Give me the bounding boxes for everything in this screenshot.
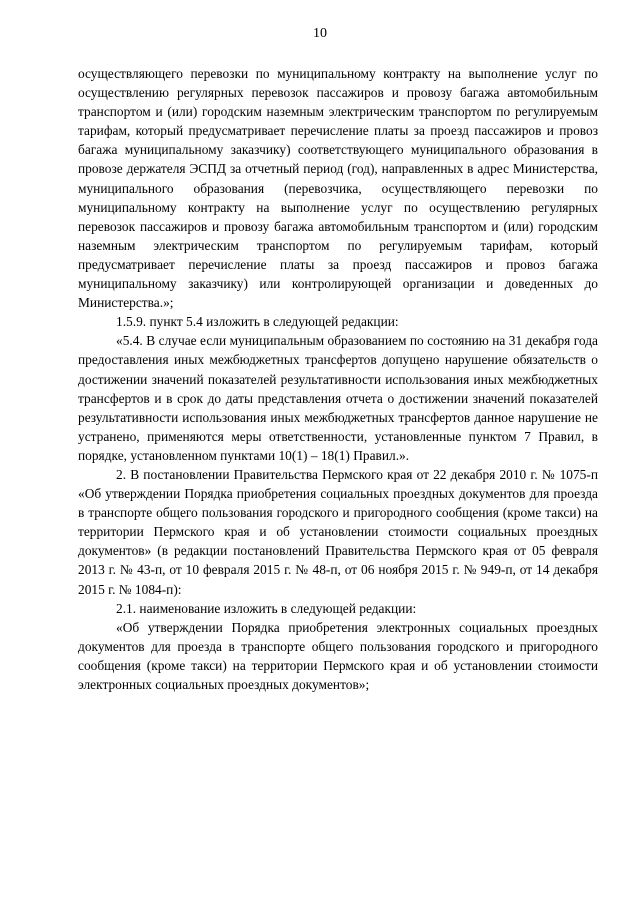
page-number: 10 [313,26,327,41]
paragraph-5-4-quote: «5.4. В случае если муниципальным образованием по состоянию на 31 декабря года предоставления иных межбюджетных трансфертов допущено нарушение обязательств о достижении значений показателей результативности использования иных межбюджетных трансфертов и в срок до даты представления отчета о достижении значений показателей результативности использования иных межбюджетных трансфертов данное нарушение не устранено, применяются меры ответственности, установленные пунктом 7 Правил, в порядке, установленном пунктами 10(1) – 18(1) Правил.». [78,333,598,463]
paragraph-title-quote: «Об утверждении Порядка приобретения электронных социальных проездных документов для проезда в транспорте общего пользования городского и пригородного сообщения (кроме такси) на территории Пермского края и об установлении стоимости электронных социальных проездных документов»; [78,619,598,692]
document-body [78,64,598,694]
paragraph-2: 2. В постановлении Правительства Пермского края от 22 декабря 2010 г. № 1075-п «Об утверждении Порядка приобретения социальных проездных документов для проезда в транспорте общего пользования городского и пригородного сообщения (кроме такси) на территории Пермского края и об установлении стоимости социальных проездных документов» (в редакции постановлений Правительства Пермского края от 05 февраля 2013 г. № 43-п, от 10 февраля 2015 г. № 48-п, от 06 ноября 2015 г. № 949-п, от 14 декабря 2015 г. № 1084-п): [78,466,598,597]
paragraph-1-5-9: 1.5.9. пункт 5.4 изложить в следующей редакции: [116,314,399,330]
paragraph-2-1: 2.1. наименование изложить в следующей редакции: [116,600,417,616]
paragraph-continuation: осуществляющего перевозки по муниципальному контракту на выполнение услуг по осуществлению регулярных перевозок пассажиров и провозу багажа автомобильным транспортом и (или) городским наземным электрическим транспортом по регулируемым тарифам, который предусматривает перечисление платы за проезд пассажиров и провоз багажа муниципальному заказчику) соответствующего муниципального образования в провозе держателя ЭСПД за отчетный период (год), направленных в адрес Министерства, муниципального образования (перевозчика, осуществляющего перевозки по муниципальному контракту на выполнение услуг по осуществлению регулярных перевозок пассажиров и провозу багажа автомобильным транспортом и (или) городским наземным электрическим транспортом по регулируемым тарифам, который предусматривает перечисление платы за проезд пассажиров и провоз багажа муниципальному заказчику) или контролирующей организации и доведенных до Министерства.»; [78,66,598,311]
